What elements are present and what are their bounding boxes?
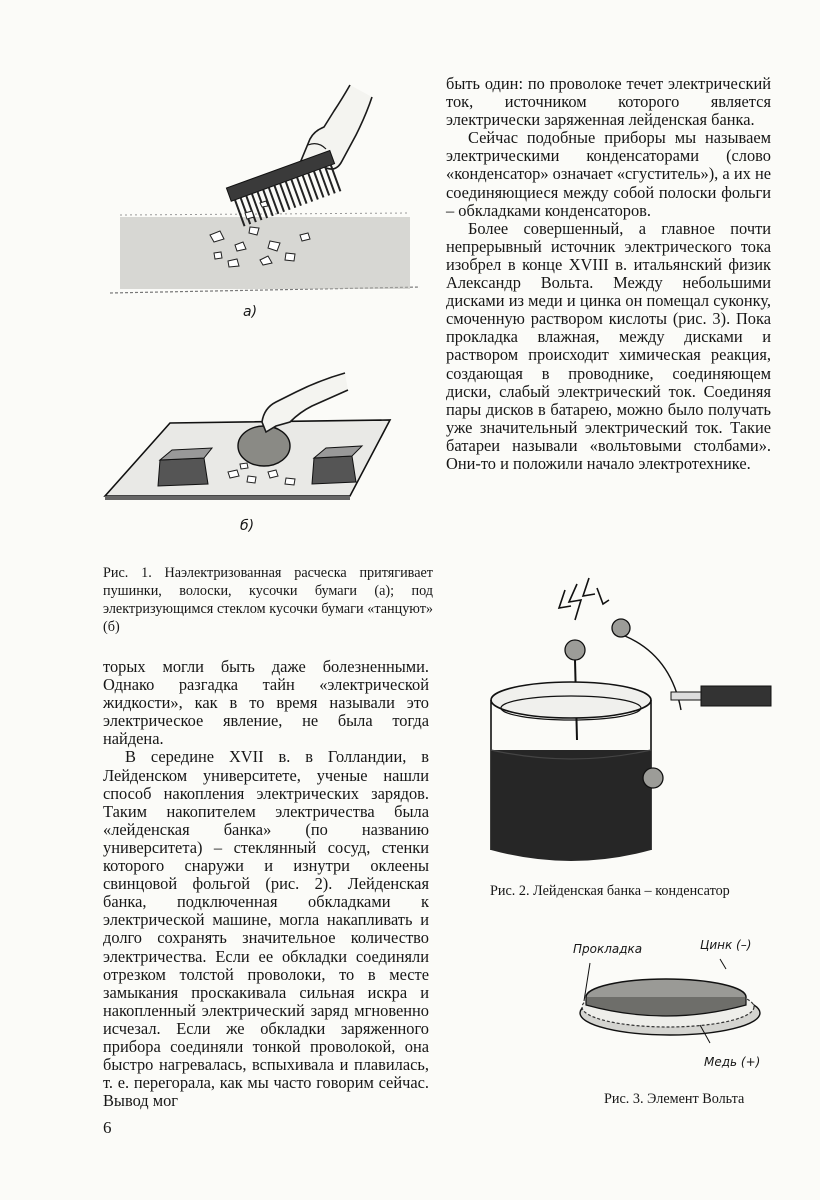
figure-1b-label: б): [240, 518, 255, 534]
paragraph: Более совершенный, а главное почти непрерывный источник электрического тока изобрел в конце XVIII в. итальянский физик Александр Вольта. Между небольшими дисками из меди и цинка он помещал суконку, смоченную раствором кислоты (рис. 3). Пока прокладка влажная, между дисками и раствором происходит химическая реакция, создающая в проводнике, соединяющем диски, слабый электрический ток. Соединяя пары дисков в батарею, можно было получать уже значительный электрический ток. Такие батареи называли «вольтовыми столбами». Они-то и положили начало электротехнике.: [446, 218, 771, 473]
figure-1a-label: а): [243, 304, 258, 320]
figure-1a-comb-illustration: [110, 75, 430, 305]
page-number: 6: [103, 1118, 112, 1137]
figure-3-zinc-label: Цинк (–): [700, 938, 752, 952]
figure-1-caption: Рис. 1. Наэлектризованная расческа притягивает пушинки, волоски, кусочки бумаги (а); под электризующимся стеклом кусочки бумаги «танцуют» (б): [103, 565, 433, 635]
left-column-text: [103, 658, 429, 1110]
paragraph: Сейчас подобные приборы мы называем электрическими конденсаторами (слово «конденсатор» означает «сгуститель»), а их не соединяющиеся между собой полоски фольги – обкладками конденсаторов.: [446, 128, 771, 220]
paragraph: В середине XVII в. в Голландии, в Лейденском университете, ученые нашли способ накопления электрических зарядов. Таким накопителем электричества была «лейденская банка» (по названию университета) – стеклянный сосуд, стенки которого снаружи и изнутри оклеены свинцовой фольгой (рис. 2). Лейденская банка, подключенная обкладками к электрической машине, могла накапливать и долго сохранять значительное количество электричества. Если ее обкладки соединяли отрезком толстой проволоки, то в месте замыкания проскакивала сильная искра и накопленный электрический заряд мгновенно исчезал. Если же обкладки заряженного прибора соединяли тонкой проволокой, она быстро нагревалась, вспыхивала и плавилась, т. е. перегорала, как мы часто говорим сейчас. Вывод мог: [103, 747, 429, 1111]
paragraph: быть один: по проволоке течет электрический ток, источником которого является электрически заряженная лейденская банка.: [446, 74, 771, 130]
figure-1b-glass-illustration: [100, 368, 400, 518]
paragraph: торых могли быть даже болезненными. Однако разгадка тайн «электрической жидкости», как в то время называли это электрическое явление, не была тогда найдена.: [103, 657, 429, 749]
figure-3-copper-label: Медь (+): [704, 1055, 761, 1069]
right-column-text: [446, 75, 771, 473]
figure-2-caption: Рис. 2. Лейденская банка – конденсатор: [490, 883, 730, 899]
figure-3-volta-element-illustration: [570, 955, 770, 1055]
figure-3-caption: Рис. 3. Элемент Вольта: [604, 1091, 745, 1107]
figure-3-pad-label: Прокладка: [573, 942, 643, 956]
figure-2-leyden-jar-illustration: [485, 560, 775, 870]
